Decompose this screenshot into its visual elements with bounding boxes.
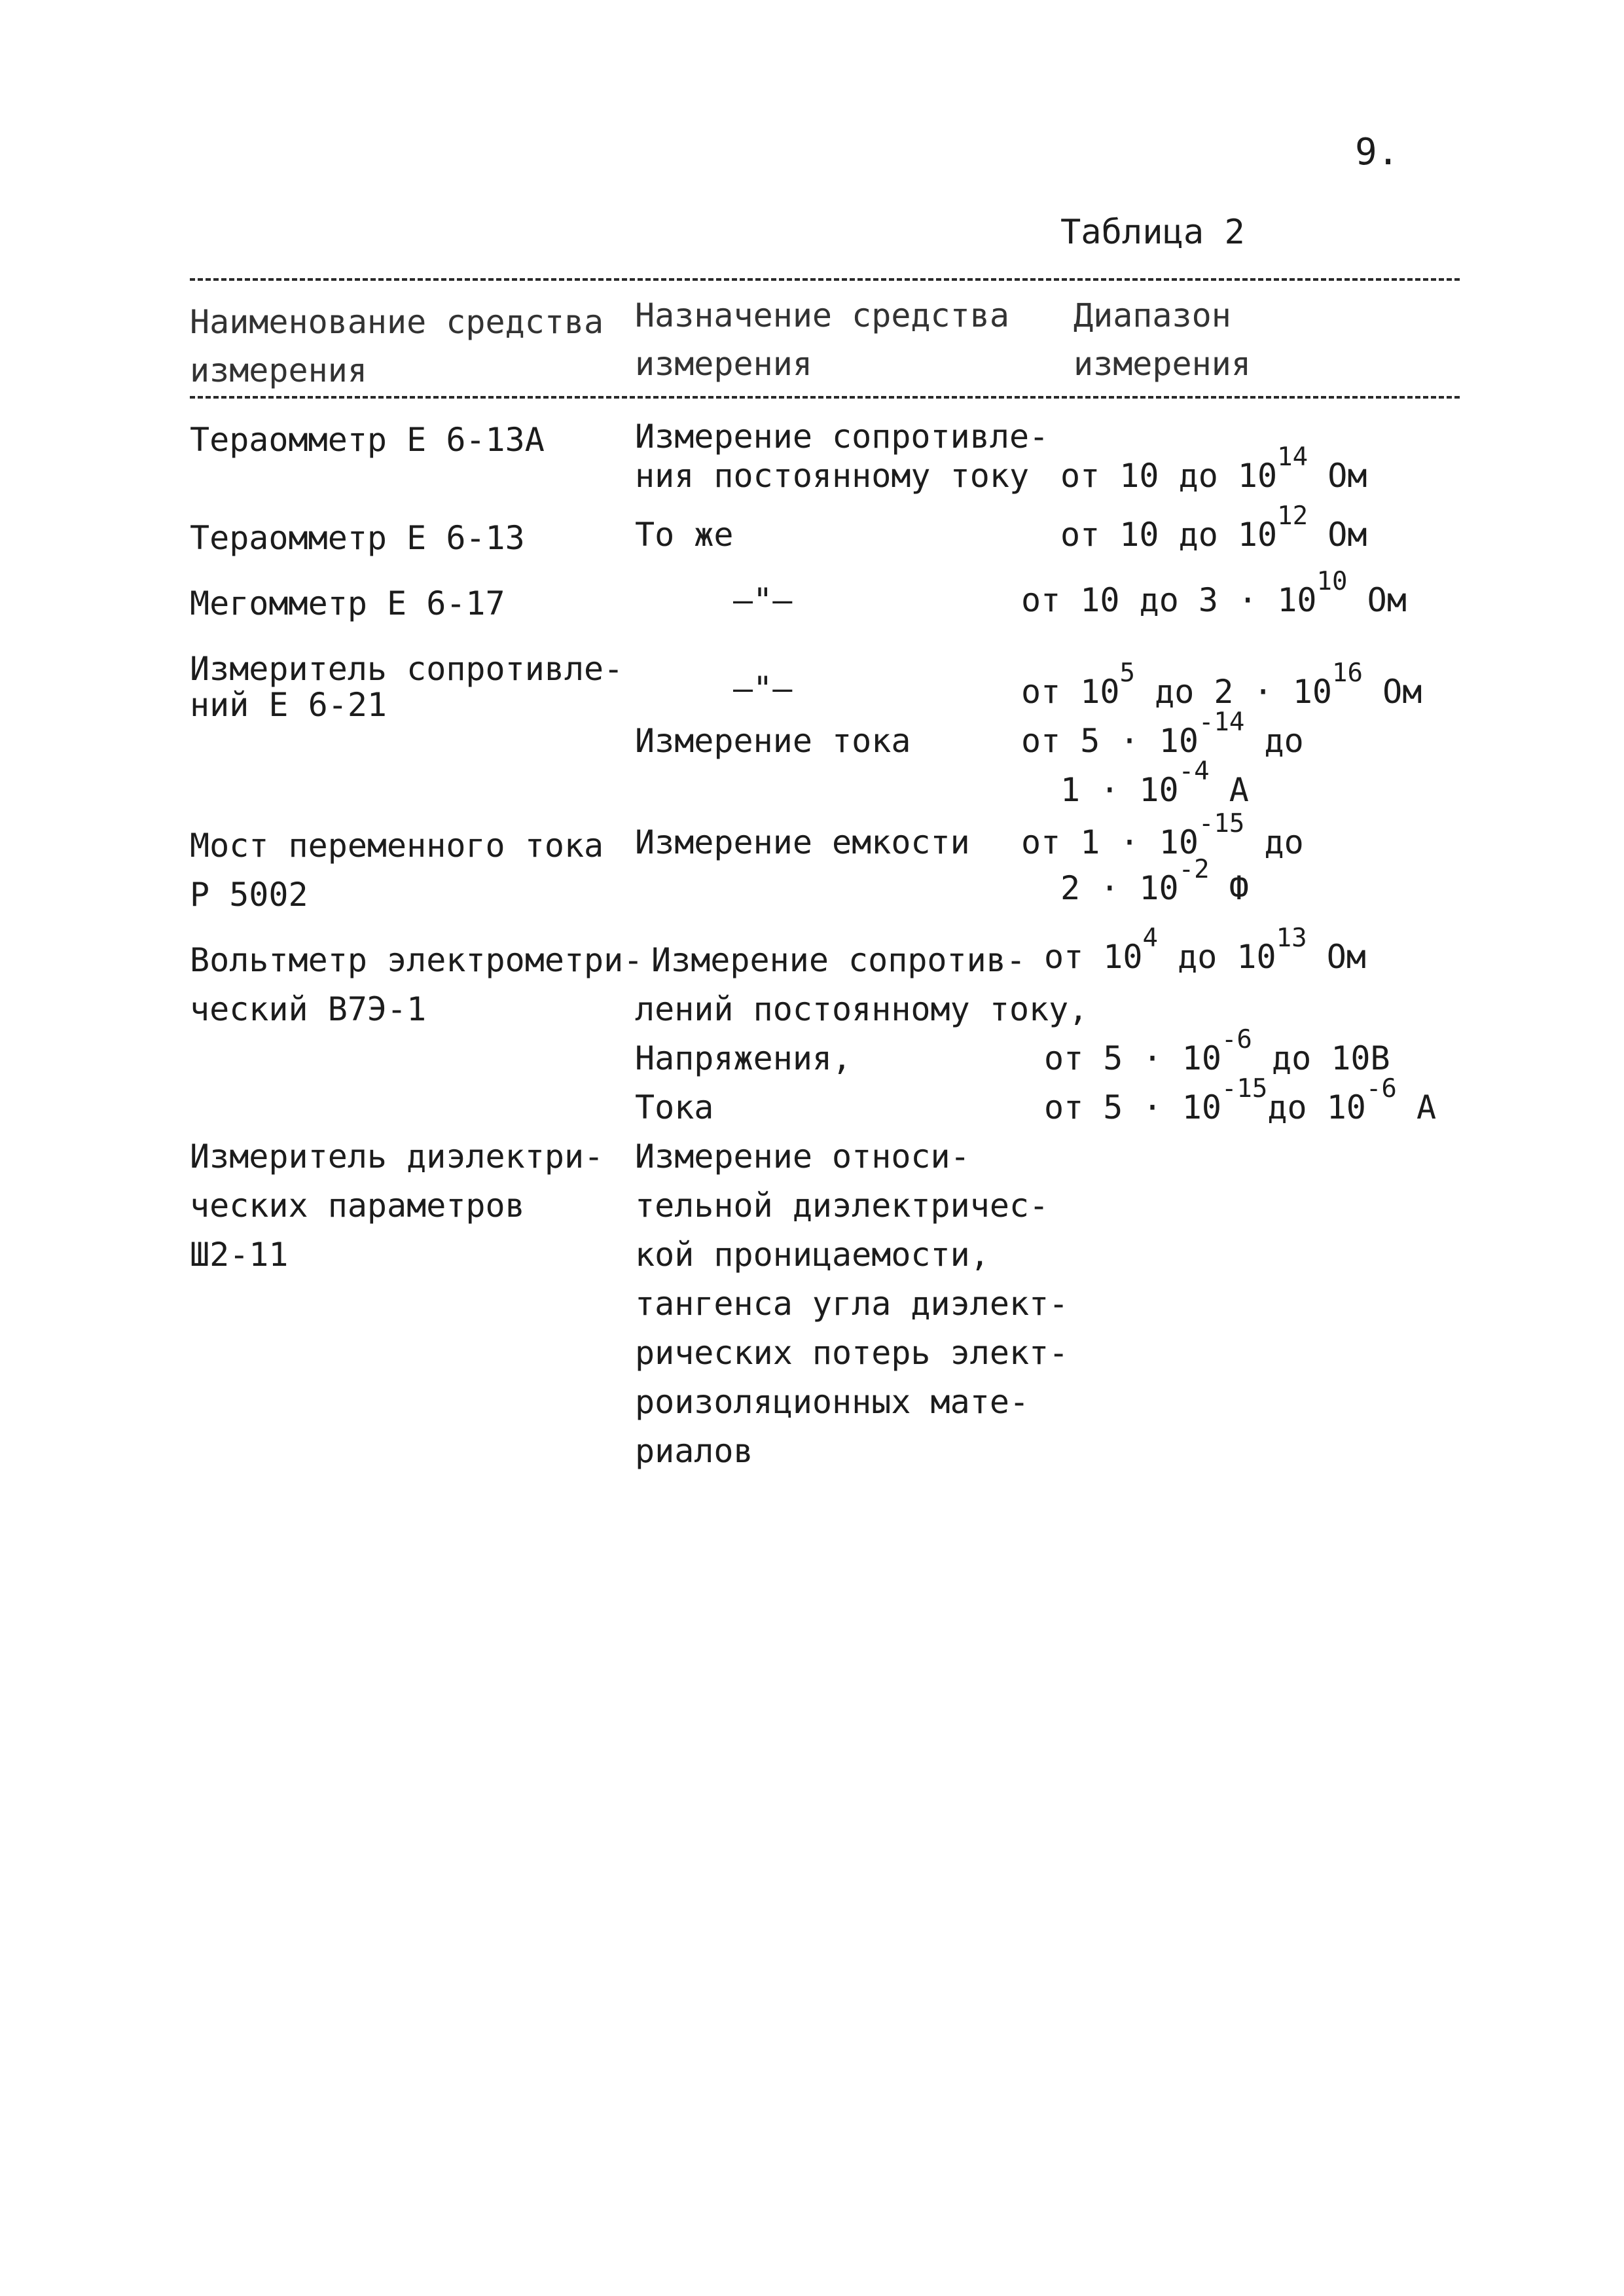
row5-range-line2 — [1060, 854, 1249, 912]
row4-range2-base: от 5 · 10 — [1021, 722, 1199, 760]
row3-name: Мегомметр Е 6-17 — [190, 584, 505, 622]
row6-range3-unit: А — [1396, 1088, 1437, 1126]
row6-range1-mid: до 10 — [1158, 938, 1276, 976]
row4-range-line2 — [1021, 707, 1304, 765]
row4-range1-exponent: 5 — [1119, 658, 1135, 688]
row7-purpose-line2: тельной диэлектричес- — [635, 1187, 1049, 1225]
row6-range1-exponent2: 13 — [1276, 923, 1307, 953]
page-number: 9. — [1355, 131, 1399, 173]
row7-purpose-line4: тангенса угла диэлект- — [635, 1285, 1069, 1323]
row4-range1-base: от 10 — [1021, 673, 1120, 711]
row3-range-unit: Ом — [1347, 581, 1407, 619]
row7-purpose-line7: риалов — [635, 1432, 753, 1470]
row3-range-exponent: 10 — [1316, 566, 1348, 596]
row2-range-unit: Ом — [1308, 516, 1367, 554]
row5-range1-exponent: -15 — [1198, 808, 1245, 838]
row7-purpose-line3: кой проницаемости, — [635, 1236, 990, 1274]
row6-purpose-current: Тока — [635, 1088, 714, 1126]
header-col2-line2: измерения — [635, 345, 812, 383]
row7-name-line1: Измеритель диэлектри- — [190, 1138, 604, 1175]
row6-purpose-line1: Измерение сопротив- — [651, 941, 1026, 979]
row2-range-exponent: 12 — [1277, 501, 1308, 531]
row6-range2-unit: до 10В — [1252, 1039, 1390, 1077]
header-col3-line1: Диапазон — [1074, 296, 1231, 334]
row5-name-line1: Мост переменного тока — [190, 827, 604, 865]
row4-range3-base: 1 · 10 — [1060, 771, 1179, 809]
row7-purpose-line1: Измерение относи- — [635, 1138, 970, 1175]
row3-purpose-ditto: –"– — [733, 581, 793, 619]
row6-purpose-line2: лений постоянному току, — [635, 990, 1089, 1028]
table-caption: Таблица 2 — [1060, 213, 1245, 252]
row6-range1-unit: Ом — [1307, 938, 1366, 976]
row2-range — [1060, 501, 1367, 559]
header-col3-line2: измерения — [1074, 345, 1251, 383]
row6-range3-exponent2: -6 — [1365, 1073, 1397, 1103]
row6-range-line2 — [1044, 1024, 1390, 1083]
row6-name-line1: Вольтметр электрометри- — [190, 941, 643, 979]
row2-name: Тераомметр Е 6-13 — [190, 519, 525, 557]
table-top-rule — [190, 278, 1460, 281]
row4-range1-exponent2: 16 — [1332, 658, 1363, 688]
row6-purpose-voltage: Напряжения, — [635, 1039, 852, 1077]
row5-range2-base: 2 · 10 — [1060, 869, 1179, 907]
row5-name-line2: Р 5002 — [190, 876, 308, 914]
row6-range2-exponent: -6 — [1221, 1024, 1252, 1054]
row6-range3-exponent: -15 — [1221, 1073, 1268, 1103]
row1-purpose-line1: Измерение сопротивле- — [635, 418, 1049, 456]
row1-range — [1060, 442, 1367, 500]
row1-purpose-line2: ния постоянному току — [635, 457, 1030, 495]
row7-name-line2: ческих параметров — [190, 1187, 525, 1225]
row6-range1-exponent: 4 — [1142, 923, 1158, 953]
header-bottom-rule — [190, 396, 1460, 399]
row7-purpose-line6: роизоляционных мате- — [635, 1383, 1030, 1421]
header-col2-line1: Назначение средства — [635, 296, 1009, 334]
header-col1-line2: измерения — [190, 351, 367, 389]
row5-range2-exponent: -2 — [1178, 854, 1210, 884]
row6-range3-base: от 5 · 10 — [1044, 1088, 1221, 1126]
row6-name-line2: ческий В7Э-1 — [190, 990, 427, 1028]
row1-range-exponent: 14 — [1277, 442, 1308, 472]
row3-range-base: от 10 до 3 · 10 — [1021, 581, 1317, 619]
row4-range3-exponent: -4 — [1178, 756, 1210, 786]
row6-range-line3 — [1044, 1073, 1437, 1132]
row5-range-line1 — [1021, 808, 1304, 867]
row6-range3-mid: до 10 — [1267, 1088, 1366, 1126]
row5-range1-unit: до — [1244, 823, 1304, 861]
row4-purpose-current: Измерение тока — [635, 722, 911, 760]
row4-range2-exponent: -14 — [1198, 707, 1245, 737]
row2-range-base: от 10 до 10 — [1060, 516, 1278, 554]
header-col1-line1: Наименование средства — [190, 303, 604, 341]
row4-name-line1: Измеритель сопротивле- — [190, 650, 624, 688]
row1-range-base: от 10 до 10 — [1060, 457, 1278, 495]
row7-name-line3: Ш2-11 — [190, 1236, 289, 1274]
row6-range-line1 — [1044, 923, 1366, 981]
row5-range2-unit: Ф — [1209, 869, 1249, 907]
row4-range2-unit: до — [1244, 722, 1304, 760]
row4-range3-unit: А — [1209, 771, 1249, 809]
row6-range1-base: от 10 — [1044, 938, 1143, 976]
row7-purpose-line5: рических потерь элект- — [635, 1334, 1069, 1372]
row4-range1-unit: Ом — [1363, 673, 1422, 711]
row2-purpose: То же — [635, 516, 734, 554]
row1-name: Тераомметр Е 6-13А — [190, 421, 545, 459]
row4-purpose-ditto: –"– — [733, 670, 793, 708]
row5-range1-base: от 1 · 10 — [1021, 823, 1199, 861]
row4-name-line2: ний Е 6-21 — [190, 686, 388, 724]
row4-range1-mid: до 2 · 10 — [1135, 673, 1333, 711]
row5-purpose: Измерение емкости — [635, 823, 970, 861]
row6-range2-base: от 5 · 10 — [1044, 1039, 1221, 1077]
row4-range-line3 — [1060, 756, 1249, 814]
row1-range-unit: Ом — [1308, 457, 1367, 495]
row3-range — [1021, 566, 1407, 624]
